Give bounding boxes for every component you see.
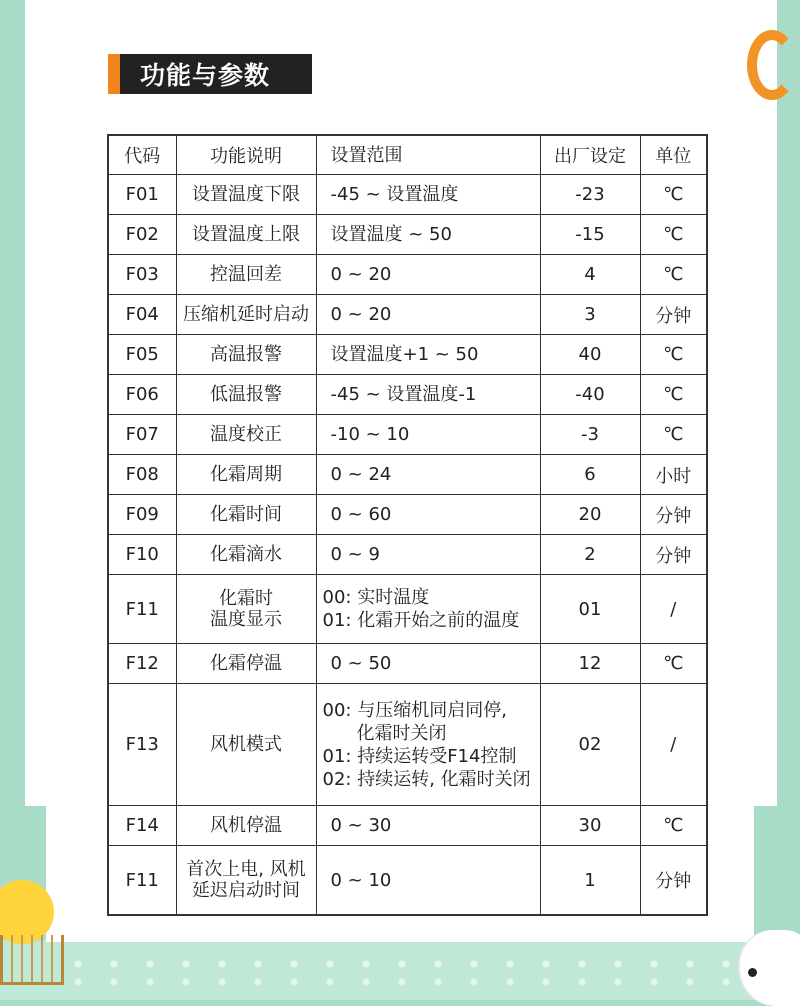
table-row — [108, 575, 707, 644]
table-row — [108, 335, 707, 375]
cell-unit: ℃ — [640, 415, 707, 455]
cell-code: F03 — [108, 255, 176, 295]
cell-unit: / — [640, 575, 707, 644]
cell-unit: / — [640, 684, 707, 806]
cell-unit: 分钟 — [640, 846, 707, 916]
cell-range — [316, 415, 540, 455]
function-line: 设置温度上限 — [192, 224, 300, 245]
cell-code: F13 — [108, 684, 176, 806]
cell-default: 02 — [540, 684, 640, 806]
range-line: 0 ~ 10 — [330, 869, 392, 891]
function-line: 化霜滴水 — [210, 544, 282, 565]
table-header-row — [108, 135, 707, 175]
section-title-bar — [108, 54, 312, 94]
range-line: 01: 化霜开始之前的温度 — [322, 610, 520, 631]
range-line: 0 ~ 24 — [330, 464, 392, 485]
function-line: 首次上电, 风机 — [186, 859, 306, 880]
cell-default: 6 — [540, 455, 640, 495]
range-line: 0 ~ 9 — [330, 544, 380, 565]
range-line: 0 ~ 20 — [330, 264, 392, 285]
cell-default: 20 — [540, 495, 640, 535]
cell-function — [176, 215, 316, 255]
cell-function — [176, 255, 316, 295]
header-range: 设置范围 — [316, 135, 540, 175]
header-unit: 单位 — [640, 135, 707, 175]
cell-default: 2 — [540, 535, 640, 575]
cell-function — [176, 335, 316, 375]
table-row — [108, 255, 707, 295]
cell-range — [316, 684, 540, 806]
table-row — [108, 806, 707, 846]
cell-unit: ℃ — [640, 806, 707, 846]
cell-code: F14 — [108, 806, 176, 846]
table-row — [108, 215, 707, 255]
cell-code: F09 — [108, 495, 176, 535]
cell-unit: ℃ — [640, 215, 707, 255]
cell-function — [176, 295, 316, 335]
cell-default: -15 — [540, 215, 640, 255]
cell-range — [316, 295, 540, 335]
cell-unit: 分钟 — [640, 535, 707, 575]
cell-function — [176, 806, 316, 846]
cell-code: F01 — [108, 175, 176, 215]
orange-letter-decoration — [747, 30, 797, 100]
cell-default: -3 — [540, 415, 640, 455]
range-line: 00: 实时温度 — [322, 587, 430, 608]
header-default: 出厂设定 — [540, 135, 640, 175]
header-code: 代码 — [108, 135, 176, 175]
function-line: 控温回差 — [210, 264, 282, 285]
cell-unit: ℃ — [640, 375, 707, 415]
background-dot-pattern — [60, 955, 760, 995]
cell-function — [176, 495, 316, 535]
range-line: -10 ~ 10 — [330, 424, 410, 445]
table-row — [108, 375, 707, 415]
cell-function — [176, 644, 316, 684]
section-title: 功能与参数 — [140, 61, 271, 90]
function-line: 高温报警 — [210, 344, 282, 365]
cell-default: -23 — [540, 175, 640, 215]
cell-range — [316, 335, 540, 375]
cell-range — [316, 255, 540, 295]
function-line: 风机模式 — [210, 734, 282, 755]
cell-code: F05 — [108, 335, 176, 375]
title-accent-strip — [108, 54, 120, 94]
table-body — [108, 175, 707, 916]
cell-default: 3 — [540, 295, 640, 335]
function-line: 化霜周期 — [210, 464, 282, 485]
function-line: 压缩机延时启动 — [183, 304, 309, 325]
cell-function — [176, 535, 316, 575]
cell-default: 30 — [540, 806, 640, 846]
cell-range — [316, 644, 540, 684]
function-line: 化霜时 — [219, 588, 273, 609]
cell-function — [176, 175, 316, 215]
table-row — [108, 535, 707, 575]
cell-range — [316, 175, 540, 215]
cell-range — [316, 215, 540, 255]
range-line: 设置温度+1 ~ 50 — [330, 344, 479, 365]
cell-function — [176, 455, 316, 495]
function-line: 设置温度下限 — [192, 184, 300, 205]
function-line: 温度显示 — [210, 609, 282, 630]
function-line: 低温报警 — [210, 384, 282, 405]
cell-unit: 分钟 — [640, 495, 707, 535]
function-line: 风机停温 — [210, 815, 282, 836]
cell-unit: ℃ — [640, 255, 707, 295]
header-function: 功能说明 — [176, 135, 316, 175]
cell-range — [316, 846, 540, 916]
range-line: 0 ~ 20 — [330, 304, 392, 325]
table-row — [108, 455, 707, 495]
range-line: 0 ~ 60 — [330, 504, 392, 525]
cell-function — [176, 415, 316, 455]
function-line: 化霜时间 — [210, 504, 282, 525]
cell-range — [316, 806, 540, 846]
cell-code: F11 — [108, 575, 176, 644]
cell-code: F12 — [108, 644, 176, 684]
range-line: -45 ~ 设置温度 — [330, 184, 459, 205]
range-line: 化霜时关闭 — [356, 722, 447, 744]
cell-unit: ℃ — [640, 175, 707, 215]
cell-code: F08 — [108, 455, 176, 495]
table-row — [108, 495, 707, 535]
cell-range — [316, 455, 540, 495]
cell-unit: 分钟 — [640, 295, 707, 335]
table-row — [108, 175, 707, 215]
cell-code: F06 — [108, 375, 176, 415]
cell-function — [176, 846, 316, 916]
cell-default: -40 — [540, 375, 640, 415]
range-line: 0 ~ 50 — [330, 653, 392, 674]
cell-range — [316, 575, 540, 644]
table-row — [108, 684, 707, 806]
range-line: 设置温度 ~ 50 — [330, 224, 452, 245]
table-row — [108, 415, 707, 455]
range-line: -45 ~ 设置温度-1 — [330, 384, 477, 405]
parameter-table — [107, 134, 708, 916]
table-row — [108, 846, 707, 916]
cell-code: F11 — [108, 846, 176, 916]
cell-range — [316, 535, 540, 575]
cell-function — [176, 375, 316, 415]
function-line: 化霜停温 — [210, 653, 282, 674]
function-line: 温度校正 — [210, 424, 282, 445]
cell-unit: ℃ — [640, 644, 707, 684]
range-line: 0 ~ 30 — [330, 815, 392, 836]
cell-code: F10 — [108, 535, 176, 575]
table-row — [108, 295, 707, 335]
cell-default: 12 — [540, 644, 640, 684]
range-line: 01: 持续运转受F14控制 — [322, 745, 517, 767]
cell-default: 40 — [540, 335, 640, 375]
cell-range — [316, 375, 540, 415]
shopping-cart-decoration — [0, 935, 64, 985]
cell-range — [316, 495, 540, 535]
function-line: 延迟启动时间 — [192, 880, 300, 901]
range-line: 02: 持续运转, 化霜时关闭 — [322, 768, 531, 790]
cell-unit: 小时 — [640, 455, 707, 495]
range-line: 00: 与压缩机同启同停, — [322, 699, 507, 721]
cell-function — [176, 684, 316, 806]
cell-code: F07 — [108, 415, 176, 455]
cell-default: 01 — [540, 575, 640, 644]
cell-unit: ℃ — [640, 335, 707, 375]
cell-code: F02 — [108, 215, 176, 255]
cell-code: F04 — [108, 295, 176, 335]
table-row — [108, 644, 707, 684]
cell-function — [176, 575, 316, 644]
cell-default: 4 — [540, 255, 640, 295]
cell-default: 1 — [540, 846, 640, 916]
